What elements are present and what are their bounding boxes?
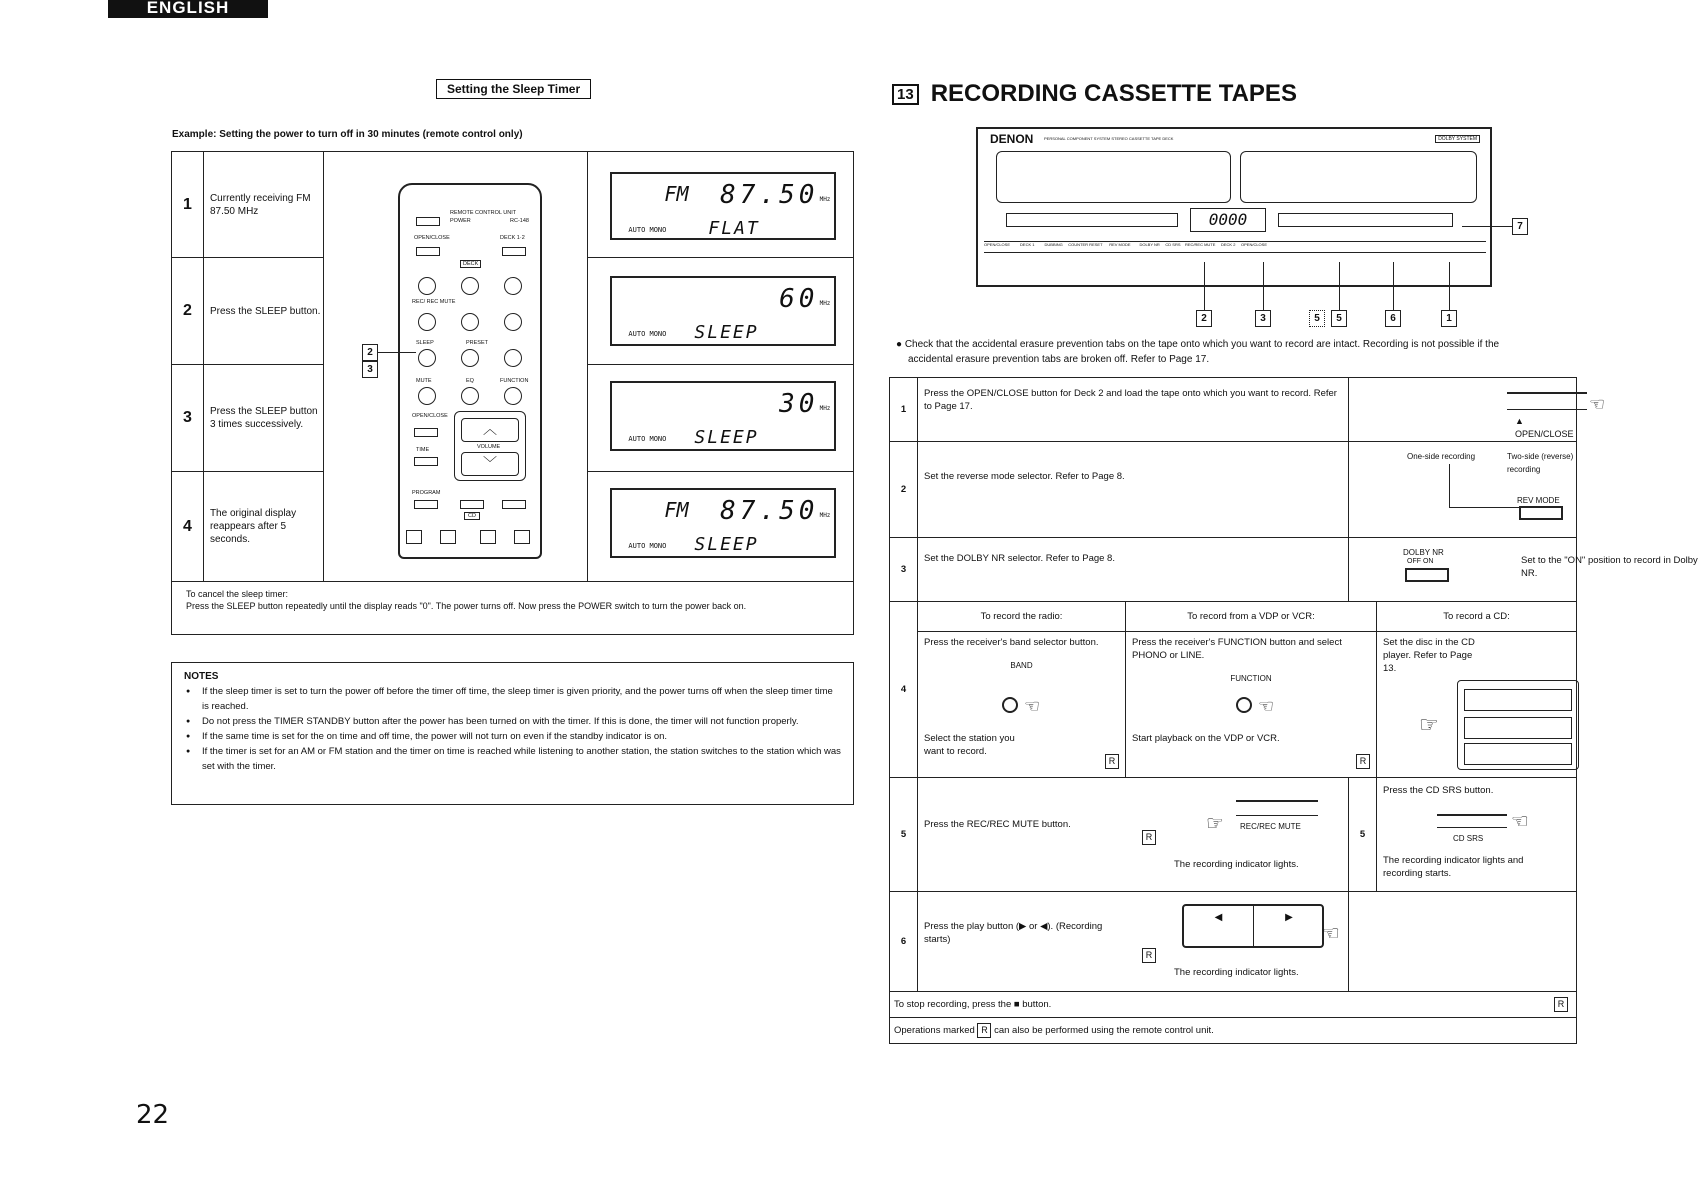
lcd-unit: MHz <box>819 196 831 203</box>
step5-alt-cell <box>1377 778 1577 892</box>
lcd-frequency: 87.50 <box>720 180 819 210</box>
tape-counter: 0000 <box>1190 208 1266 232</box>
lcd-band: FM <box>664 182 689 206</box>
step-number: 2 <box>890 442 918 538</box>
callout-line <box>1263 262 1264 310</box>
program-button[interactable] <box>414 500 438 509</box>
time-button[interactable] <box>414 457 438 466</box>
step5-cell <box>918 778 1349 892</box>
volume-down-button[interactable]: ﹀ <box>461 452 519 476</box>
cd-srs-note: The recording indicator lights and recording starts. <box>1383 855 1524 879</box>
lcd-frequency: 87.50 <box>720 496 819 526</box>
cd-play-button[interactable] <box>502 500 526 509</box>
mute-label: MUTE <box>416 378 432 384</box>
play-button[interactable] <box>504 277 522 295</box>
deck-callout: 7 <box>1512 218 1528 235</box>
step-text: The original display reappears after 5 seconds. <box>203 472 323 582</box>
step-number: 4 <box>890 602 918 778</box>
cd-stop-button[interactable] <box>460 500 484 509</box>
dolby-nr-switch[interactable] <box>1405 568 1449 582</box>
deck-callout: 5 <box>1309 310 1325 327</box>
section-title: RECORDING CASSETTE TAPES <box>930 80 1297 107</box>
eq-button[interactable] <box>461 387 479 405</box>
deck-brand: DENON <box>990 132 1034 146</box>
lcd-unit: MHz <box>819 512 831 519</box>
hand-icon: ☞ <box>1206 813 1224 835</box>
cancel-box <box>171 581 854 635</box>
step-number: 3 <box>172 365 204 472</box>
reverse-button[interactable] <box>461 313 479 331</box>
step6-note: The recording indicator lights. <box>1174 967 1299 978</box>
step-text: Press the SLEEP button. <box>203 258 323 365</box>
rewind-button[interactable] <box>461 277 479 295</box>
deck1-transport[interactable] <box>1006 213 1178 227</box>
open-close-label: OPEN/CLOSE <box>414 235 450 241</box>
stereo-unit <box>1464 689 1572 711</box>
cd-text: Set the disc in the CD player. Refer to Page 13. <box>1383 637 1475 674</box>
lcd-status: AUTO MONO <box>628 330 667 338</box>
alt-step-number: 5 <box>1349 778 1377 892</box>
cancel-text: Press the SLEEP button repeatedly until the display reads "0". The power turns off. Now press the POWER switch to turn the power back on. <box>186 601 747 611</box>
lcd-status: AUTO MONO <box>628 226 667 234</box>
hand-icon: ☜ <box>1322 923 1340 945</box>
step2-text: Set the reverse mode selector. Refer to Page 8. <box>918 442 1349 538</box>
step-number: 1 <box>172 152 204 258</box>
function-button[interactable] <box>504 387 522 405</box>
preset-up-button[interactable] <box>504 349 522 367</box>
function-label: FUNCTION <box>1230 674 1272 683</box>
remote-mark: R <box>1142 830 1156 845</box>
open-close-fig-label: ▲ OPEN/CLOSE <box>1515 416 1574 439</box>
step1-text: Press the OPEN/CLOSE button for Deck 2 and load the tape onto which you want to record. Refer to Page 17. <box>918 378 1349 442</box>
volume-label: VOLUME <box>477 444 501 450</box>
deck-callout: 3 <box>1255 310 1271 327</box>
step-number: 1 <box>890 378 918 442</box>
callout-line <box>1462 226 1512 227</box>
step-number: 4 <box>172 472 204 582</box>
section-heading <box>892 80 1297 108</box>
step2-figure-cell <box>1349 442 1577 538</box>
deck2-door <box>1240 151 1477 203</box>
step6-text: Press the play button (▶ or ◀). (Recording starts) <box>924 921 1103 945</box>
dolby-nr-label: DOLBY NR <box>1403 548 1444 557</box>
panel-label: OPEN/CLOSE <box>1241 242 1268 247</box>
lcd-display <box>610 381 836 451</box>
lcd-display <box>610 276 836 346</box>
step3-text: Set the DOLBY NR selector. Refer to Page 8. <box>918 538 1349 602</box>
cassette-deck-illustration <box>976 127 1492 287</box>
preset-down-button[interactable] <box>461 349 479 367</box>
vdp-text: Press the receiver's FUNCTION button and select PHONO or LINE. <box>1132 637 1342 661</box>
radio-text: Press the receiver's band selector button. <box>924 637 1099 648</box>
remote-model: RC-148 <box>510 218 529 224</box>
function-label: FUNCTION <box>500 378 529 384</box>
deck-callout: 5 <box>1331 310 1347 327</box>
power-button[interactable] <box>416 217 440 226</box>
dolby-note: Set to the "ON" position to record in Dolby NR. <box>1521 555 1698 579</box>
lcd-cell <box>588 472 854 582</box>
one-side-label: One-side recording <box>1407 452 1476 461</box>
callout-line <box>378 352 416 353</box>
hand-icon: ☜ <box>1024 696 1041 716</box>
section-number: 13 <box>892 84 919 105</box>
callout-line <box>1339 262 1340 310</box>
vdp-text-2: Start playback on the VDP or VCR. <box>1132 733 1280 744</box>
lcd-mode: SLEEP <box>694 427 759 448</box>
vdp-cell <box>1126 632 1377 778</box>
callout-line <box>1449 262 1450 310</box>
volume-up-button[interactable]: ︿ <box>461 418 519 442</box>
cd-srs-key[interactable] <box>1437 814 1507 828</box>
sleep-button[interactable] <box>418 349 436 367</box>
step-number: 6 <box>890 892 918 992</box>
step3-figure-cell <box>1349 538 1698 602</box>
callout-line <box>1204 262 1205 310</box>
band-button[interactable] <box>1002 697 1018 713</box>
lcd-unit: MHz <box>819 405 831 412</box>
open-close-key[interactable] <box>1507 392 1587 410</box>
note-item: ● If the timer is set for an AM or FM station and the timer on time is reached while listening to another station, the station switches to the station which was set with the timer. <box>184 744 841 774</box>
panel-label: OPEN/CLOSE <box>984 242 1011 247</box>
panel-label: REV MODE <box>1109 242 1131 247</box>
sleep-timer-title: Setting the Sleep Timer <box>436 79 591 99</box>
sleep-label: SLEEP <box>416 340 434 346</box>
skip-forward-button[interactable] <box>514 530 530 544</box>
program-label: PROGRAM <box>412 490 441 496</box>
lcd-cell <box>588 152 854 258</box>
panel-label: REC/REC MUTE <box>1184 242 1216 247</box>
stop-text: To stop recording, press the ■ button. <box>894 999 1052 1010</box>
recording-steps-table <box>889 377 1698 1044</box>
deck-callout: 1 <box>1441 310 1457 327</box>
operations-row <box>890 1018 1577 1044</box>
rec-mute-button[interactable] <box>418 313 436 331</box>
deck-subtitle: PERSONAL COMPONENT SYSTEM STEREO CASSETTE TAPE DECK <box>1044 136 1174 141</box>
hand-icon: ☜ <box>1511 811 1529 833</box>
deck1-door <box>996 151 1231 203</box>
rec-mute-fig-label: REC/REC MUTE <box>1240 822 1301 831</box>
note-item: ● Do not press the TIMER STANDBY button after the power has been turned on with the timer. If this is done, the timer will not function properly. <box>184 714 841 729</box>
deck-box-label: DECK <box>460 260 481 268</box>
two-side-label: Two-side (reverse) recording <box>1507 452 1574 474</box>
open-close-button[interactable] <box>416 247 440 256</box>
remote-mark: R <box>1554 997 1568 1012</box>
eq-label: EQ <box>466 378 474 384</box>
radio-cell <box>918 632 1126 778</box>
cd-cell <box>1377 632 1577 778</box>
reverse-play-button[interactable]: ◀ <box>1184 906 1254 946</box>
cd-unit <box>1464 717 1572 739</box>
remote-mark: R <box>1142 948 1156 963</box>
time-label: TIME <box>416 447 430 453</box>
lcd-status: AUTO MONO <box>628 435 667 443</box>
deck-select-button[interactable] <box>502 247 526 256</box>
deck-callout: 2 <box>1196 310 1212 327</box>
panel-label: DECK 2 <box>1220 242 1236 247</box>
note-item: ● If the same time is set for the on time and off time, the power will not turn on even if the standby indicator is on. <box>184 729 841 744</box>
remote-mark: R <box>977 1023 991 1038</box>
ops-pre: Operations marked <box>894 1025 975 1036</box>
check-note: ● Check that the accidental erasure prevention tabs on the tape onto which you want to record are intact. Recording is not possible if the accidental erasure prevention tabs are broken off. Refer to Page 17. <box>896 339 1500 365</box>
volume-pad <box>454 411 526 481</box>
notes-box <box>171 662 854 805</box>
lcd-frequency: 30 <box>779 389 819 419</box>
lcd-display <box>610 488 836 558</box>
step5-text: Press the REC/REC MUTE button. <box>924 819 1071 830</box>
radio-header: To record the radio: <box>918 602 1126 632</box>
stop-row <box>890 992 1577 1018</box>
rec-mute-key[interactable] <box>1236 800 1318 816</box>
lcd-cell <box>588 365 854 472</box>
deck-unit <box>1464 743 1572 765</box>
deck-label: DECK 1·2 <box>500 235 525 241</box>
cancel-heading: To cancel the sleep timer: <box>186 589 289 599</box>
band-label: BAND <box>1010 661 1033 670</box>
radio-text-2: Select the station you want to record. <box>924 733 1015 757</box>
stop-button[interactable] <box>418 277 436 295</box>
hand-icon: ☜ <box>1258 696 1275 716</box>
hand-icon: ☜ <box>1589 394 1606 414</box>
rev-mode-switch[interactable] <box>1519 506 1563 520</box>
note-item: ● If the sleep timer is set to turn the power off before the timer off time, the sleep timer is given priority, and the power turns off when the sleep timer time is reached. <box>184 684 841 714</box>
power-label: POWER <box>450 218 471 224</box>
deck2-transport[interactable] <box>1278 213 1453 227</box>
remote-callout: 2 <box>362 344 378 361</box>
search-back-button[interactable] <box>440 530 456 544</box>
callout-line <box>1393 262 1394 310</box>
preset-label: PRESET <box>466 340 489 346</box>
lcd-band: FM <box>664 498 689 522</box>
step6-empty-cell <box>1349 892 1577 992</box>
skip-back-button[interactable] <box>406 530 422 544</box>
panel-label: DUBBING <box>1044 242 1063 247</box>
remote-callout: 3 <box>362 361 378 378</box>
cd-srs-text: Press the CD SRS button. <box>1383 785 1494 796</box>
panel-label: CD SRS <box>1165 242 1181 247</box>
deck-control-strip <box>984 241 1486 253</box>
lcd-unit: MHz <box>819 300 831 307</box>
vdp-header: To record from a VDP or VCR: <box>1126 602 1377 632</box>
lcd-display <box>610 172 836 240</box>
step-text: Currently receiving FM 87.50 MHz <box>203 152 323 258</box>
lcd-cell <box>588 258 854 365</box>
ops-post: can also be performed using the remote control unit. <box>994 1025 1214 1036</box>
cd-player-illustration <box>1457 680 1579 770</box>
lcd-mode: SLEEP <box>694 534 759 555</box>
panel-label: COUNTER RESET <box>1068 242 1103 247</box>
page-number: 22 <box>136 1100 170 1130</box>
check-note-text: Check that the accidental erasure prevention tabs on the tape onto which you want to record are intact. Recording is not possible if the accidental erasure prevention tabs are broken off. Refer to Page 17. <box>904 339 1500 365</box>
rev-mode-label: REV MODE <box>1517 496 1560 505</box>
search-forward-button[interactable] <box>480 530 496 544</box>
remote-title-label: REMOTE CONTROL UNIT <box>450 210 517 216</box>
deck-callout: 6 <box>1385 310 1401 327</box>
remote-mark: R <box>1105 754 1119 769</box>
play-buttons <box>1182 904 1324 948</box>
cd-header: To record a CD: <box>1377 602 1577 632</box>
open-close-label-2: OPEN/CLOSE <box>412 413 448 419</box>
mute-button[interactable] <box>418 387 436 405</box>
cd-srs-fig-label: CD SRS <box>1453 834 1484 843</box>
forward-play-button[interactable]: ▶ <box>1285 912 1293 923</box>
remote-mark: R <box>1356 754 1370 769</box>
rec-mute-label: REC/ REC MUTE <box>412 299 456 305</box>
panel-label: DECK 1 <box>1020 242 1035 247</box>
step5-note: The recording indicator lights. <box>1174 859 1299 870</box>
language-tab: ENGLISH <box>108 0 268 18</box>
step-number: 5 <box>890 778 918 892</box>
panel-label: DOLBY NR <box>1139 242 1160 247</box>
step6-cell <box>918 892 1349 992</box>
dolby-off-on-label: OFF ON <box>1407 558 1434 565</box>
function-button[interactable] <box>1236 697 1252 713</box>
forward-button[interactable] <box>504 313 522 331</box>
remote-control-illustration <box>398 183 542 559</box>
lcd-status: AUTO MONO <box>628 542 667 550</box>
open-close-button-2[interactable] <box>414 428 438 437</box>
lcd-mode: FLAT <box>708 218 760 239</box>
lcd-frequency: 60 <box>779 284 819 314</box>
step-number: 2 <box>172 258 204 365</box>
step1-figure-cell <box>1349 378 1606 442</box>
step-text: Press the SLEEP button 3 times successively. <box>203 365 323 472</box>
notes-heading: NOTES <box>184 671 219 682</box>
hand-icon: ☞ <box>1419 712 1439 737</box>
sleep-example: Example: Setting the power to turn off in 30 minutes (remote control only) <box>172 129 523 140</box>
step-number: 3 <box>890 538 918 602</box>
dolby-badge: DOLBY SYSTEM <box>1435 135 1480 143</box>
cd-label: CD <box>464 512 480 520</box>
lcd-mode: SLEEP <box>694 322 759 343</box>
